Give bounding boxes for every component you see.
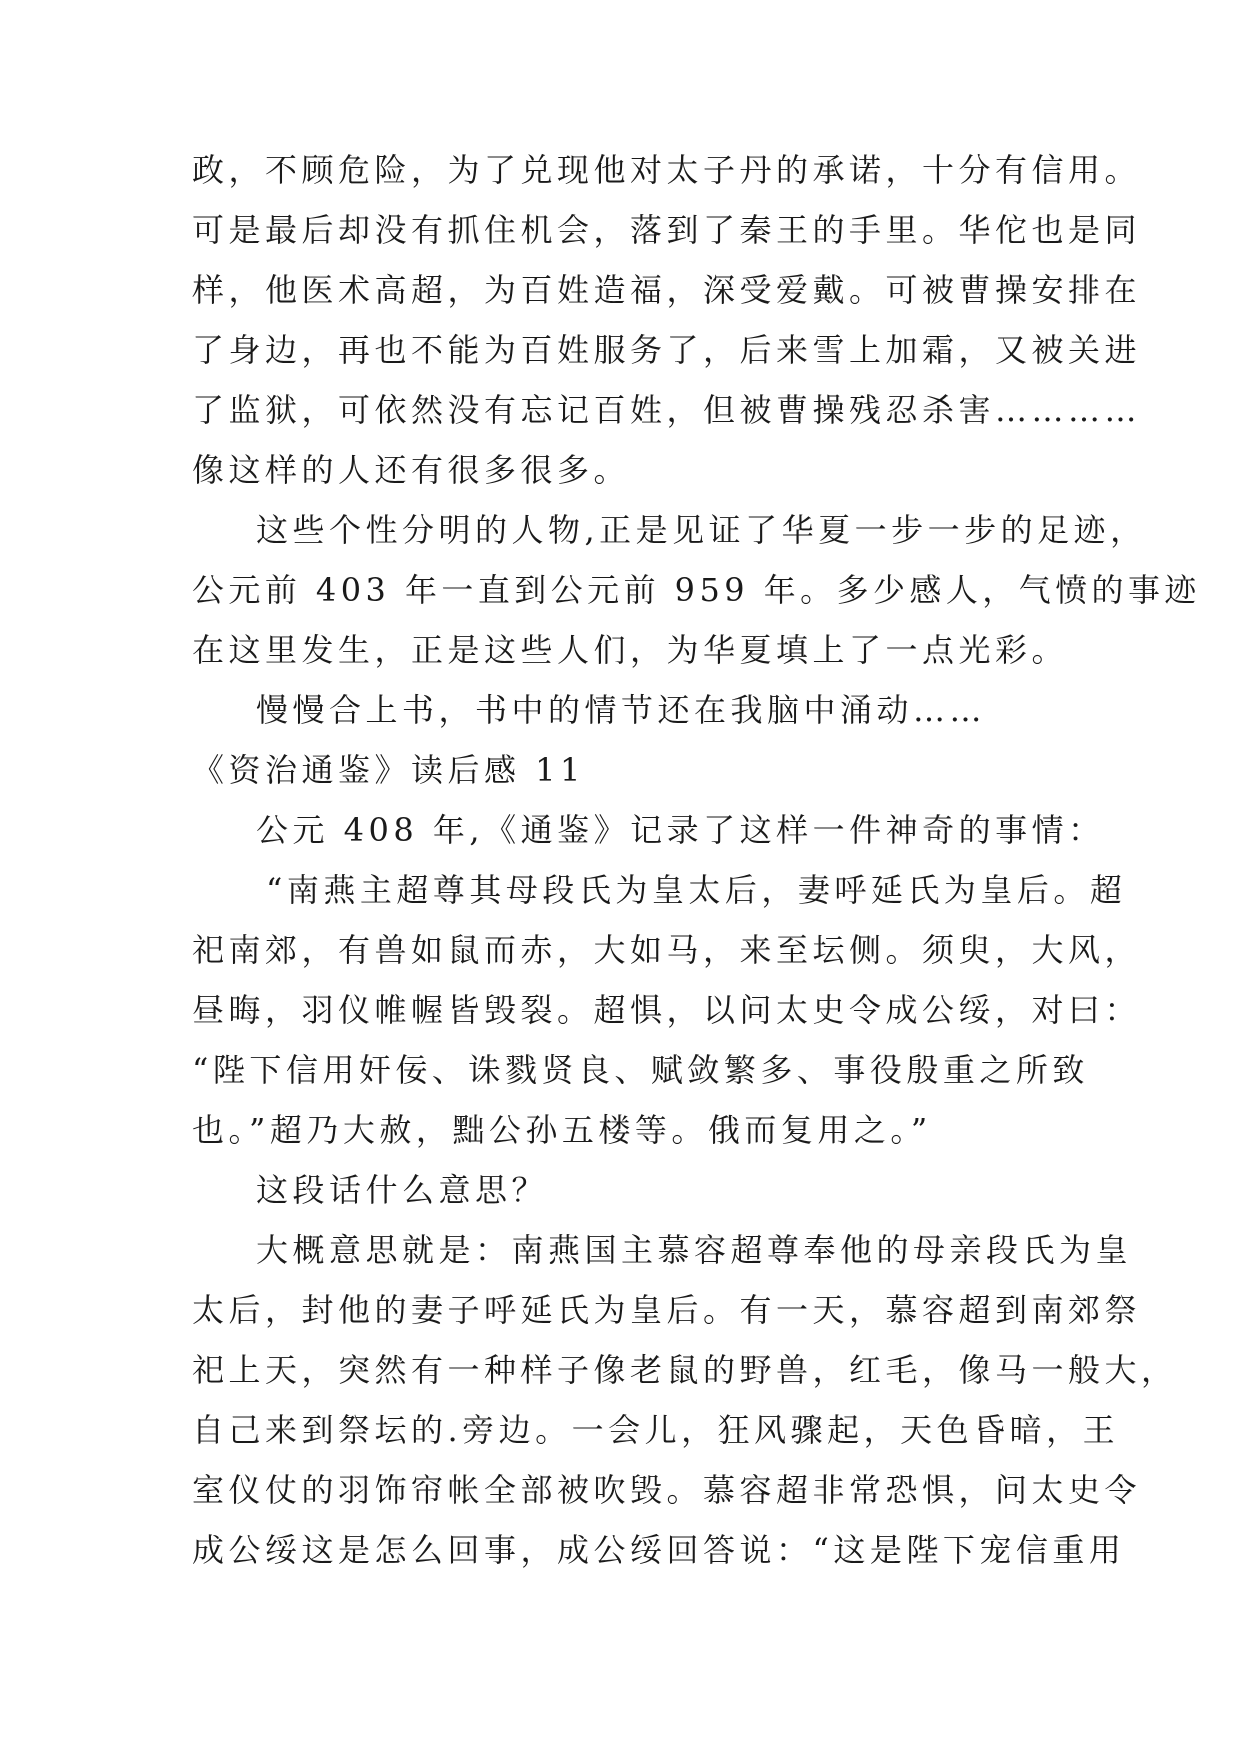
paragraph-line: 像这样的人还有很多很多。 xyxy=(192,451,631,489)
paragraph-line: 成公绥这是怎么回事，成公绥回答说：“这是陛下宠信重用 xyxy=(192,1531,1126,1569)
quote-line: 祀南郊，有兽如鼠而赤，大如马，来至坛侧。须臾，大风， xyxy=(192,931,1142,969)
paragraph-line: 了身边，再也不能为百姓服务了，后来雪上加霜，又被关进 xyxy=(192,331,1142,369)
paragraph-line: 公元前 403 年一直到公元前 959 年。多少感人，气愤的事迹 xyxy=(192,571,1201,609)
paragraph-line: 在这里发生，正是这些人们，为华夏填上了一点光彩。 xyxy=(192,631,1069,669)
paragraph-line: 太后，封他的妻子呼延氏为皇后。有一天，慕容超到南郊祭 xyxy=(192,1291,1142,1329)
paragraph-line: 自己来到祭坛的.旁边。一会儿，狂风骤起，天色昏暗，王 xyxy=(192,1411,1120,1449)
paragraph-line: 政，不顾危险，为了兑现他对太子丹的承诺，十分有信用。 xyxy=(192,151,1142,189)
paragraph-line: 祀上天，突然有一种样子像老鼠的野兽，红毛，像马一般大， xyxy=(192,1351,1178,1389)
quote-line: 也。”超乃大赦，黜公孙五楼等。俄而复用之。” xyxy=(192,1111,932,1149)
paragraph-line: 可是最后却没有抓住机会，落到了秦王的手里。华佗也是同 xyxy=(192,211,1142,249)
paragraph-line: 这段话什么意思？ xyxy=(256,1171,549,1209)
quote-line: “陛下信用奸佞、诛戮贤良、赋敛繁多、事役殷重之所致 xyxy=(192,1051,1089,1089)
paragraph-line: 慢慢合上书，书中的情节还在我脑中涌动…… xyxy=(256,691,987,729)
paragraph-line: 公元 408 年,《通鉴》记录了这样一件神奇的事情： xyxy=(256,811,1105,849)
section-title: 《资治通鉴》读后感 11 xyxy=(192,751,585,789)
paragraph-line: 了监狱，可依然没有忘记百姓，但被曹操残忍杀害………… xyxy=(192,391,1142,429)
quote-line: 昼晦，羽仪帷幄皆毁裂。超惧，以问太史令成公绥，对曰： xyxy=(192,991,1142,1029)
paragraph-line: 样，他医术高超，为百姓造福，深受爱戴。可被曹操安排在 xyxy=(192,271,1142,309)
quote-line: “南燕主超尊其母段氏为皇太后，妻呼延氏为皇后。超 xyxy=(266,871,1127,909)
paragraph-line: 这些个性分明的人物,正是见证了华夏一步一步的足迹， xyxy=(256,511,1147,549)
paragraph-line: 室仪仗的羽饰帘帐全部被吹毁。慕容超非常恐惧，问太史令 xyxy=(192,1471,1142,1509)
paragraph-line: 大概意思就是：南燕国主慕容超尊奉他的母亲段氏为皇 xyxy=(256,1231,1133,1269)
